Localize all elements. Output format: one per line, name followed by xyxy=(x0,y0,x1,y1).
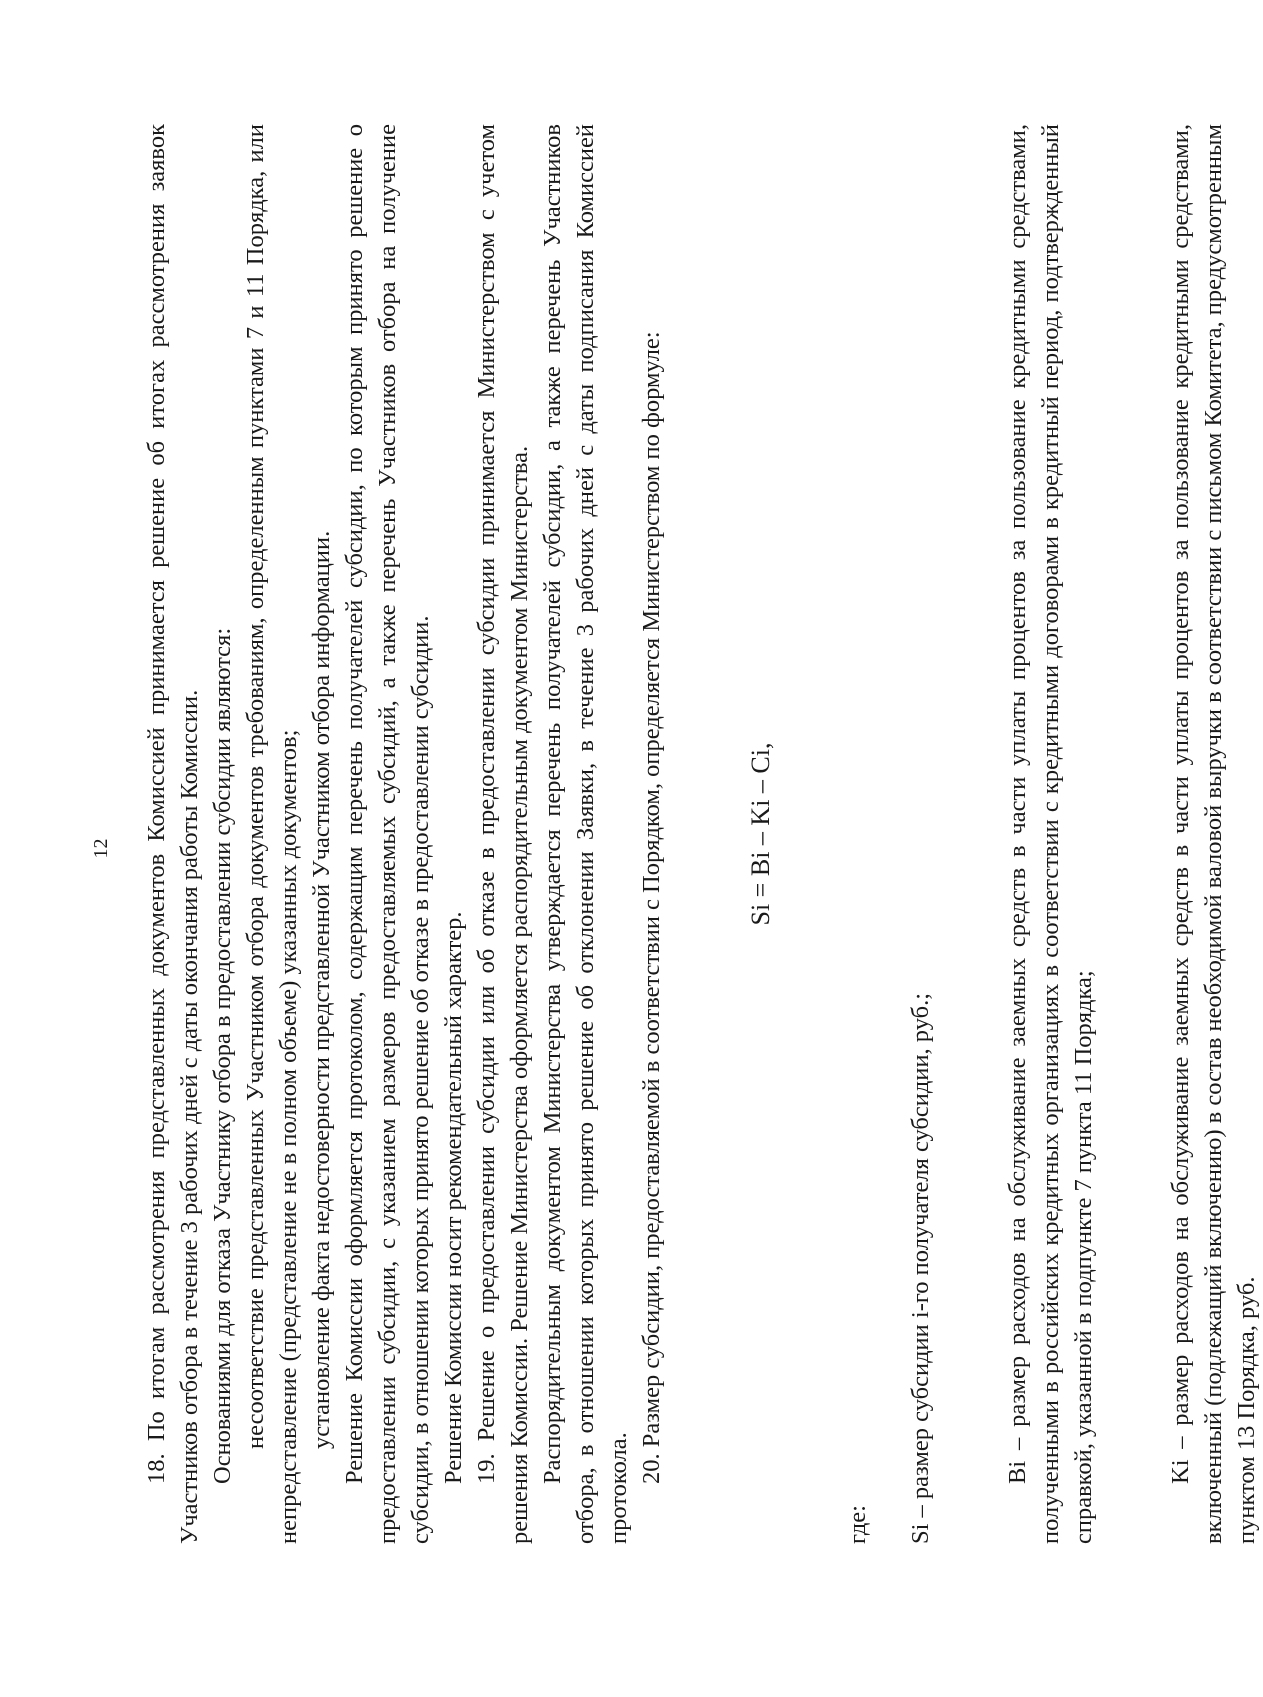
paragraph-refusal-grounds: Основаниями для отказа Участнику отбора в предоставлении субсидии являются: xyxy=(209,627,236,1484)
paragraph-20: 20. Размер субсидии, предоставляемой в соответствии с Порядком, определяется Министерством по формуле: xyxy=(638,331,665,1484)
paragraph-order-document: Распорядительным документом Министерства утверждается перечень получателей субсидии, а также перечень Участников отбора, в отношении которых принято решение об отклонении Заявки, в течение 3 рабочих дней с даты подписания Комиссией протокола. xyxy=(539,124,632,1544)
paragraph-nonconformity: несоответствие представленных Участником отбора документов требованиям, определенным пунктами 7 и 11 Порядка, или непредставление (представление не в полном объеме) указанных документов; xyxy=(242,124,302,1544)
definition-bi: Bi – размер расходов на обслуживание заемных средств в части уплаты процентов за пользование кредитными средствами, полученными в российских кредитных организациях в соответствии с кредитными договорами в кредитный период, подтвержденный справкой, указанной в подпункте 7 пункта 11 Порядка; xyxy=(1004,124,1097,1544)
document-body xyxy=(140,124,1263,1544)
definition-si: Si – размер субсидии i-го получателя субсидии, руб.; xyxy=(907,992,934,1544)
where-label: где: xyxy=(844,1505,871,1544)
paragraph-19: 19. Решение о предоставлении субсидии или об отказе в предоставлении субсидии принимается Министерством с учетом решения Комиссии. Решение Министерства оформляется распорядительным документом Министерства. xyxy=(473,124,533,1544)
paragraph-18: 18. По итогам рассмотрения представленных документов Комиссией принимается решение об итогах рассмотрения заявок Участников отбора в течение 3 рабочих дней с даты окончания работы Комиссии. xyxy=(143,124,203,1544)
paragraph-false-info: установление факта недостоверности представленной Участником отбора информации. xyxy=(308,530,335,1449)
paragraph-protocol: Решение Комиссии оформляется протоколом, содержащим перечень получателей субсидии, по которым принято решение о предоставлении субсидии, с указанием размеров предоставляемых субсидий, а также перечень Участников отбора на получение субсидии, в отношении которых принято решение об отказе в предоставлении субсидии. xyxy=(341,124,434,1544)
subsidy-formula: Si = Bi – Ki – Ci, xyxy=(746,742,775,926)
page-number: 12 xyxy=(90,838,112,859)
definition-ki: Ki – размер расходов на обслуживание заемных средств в части уплаты процентов за пользование кредитными средствами, включенный (подлежащий включению) в состав необходимой валовой выручки в соответствии с письмом Комитета, предусмотренным пунктом 13 Порядка, руб. xyxy=(1167,123,1260,1544)
paragraph-recommendation: Решение Комиссии носит рекомендательный характер. xyxy=(440,911,467,1484)
